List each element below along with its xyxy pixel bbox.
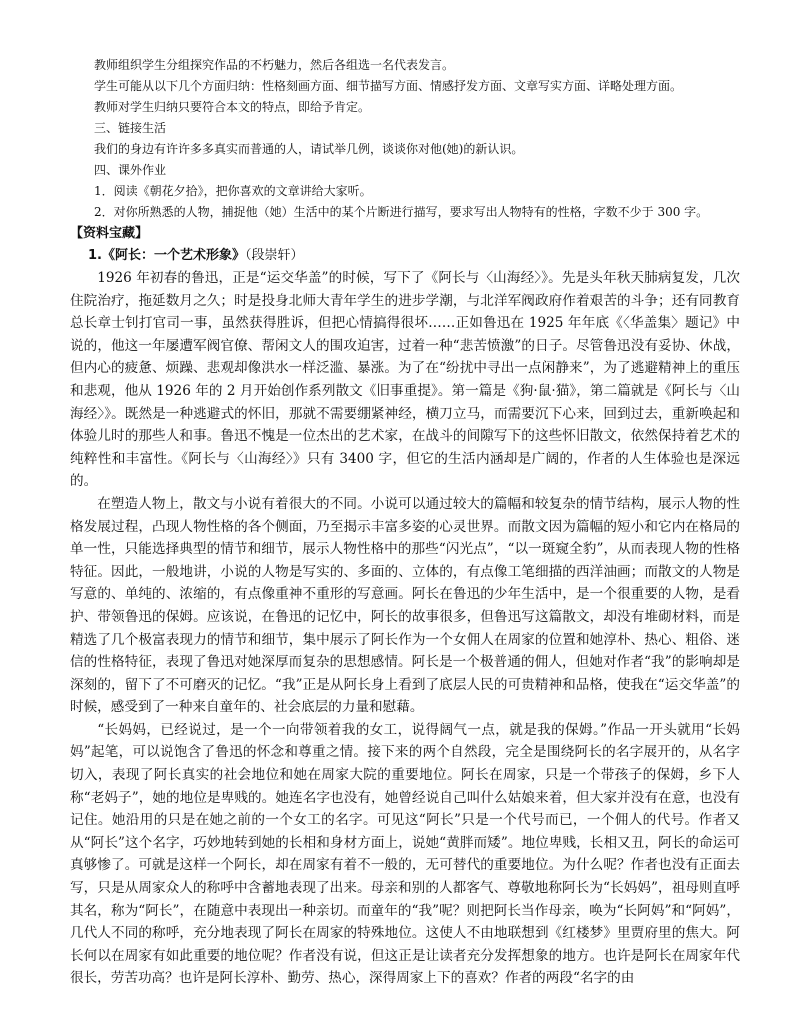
intro-paragraph: 教师组织学生分组探究作品的不朽魅力，然后各组选一名代表发言。: [94, 58, 455, 72]
body-paragraph: 1926 年初春的鲁迅，正是“运交华盖”的时候，写下了《阿长与〈山海经〉》。先是头年秋天肺病复发，几次住院治疗，拖延数月之久；时是投身北师大青年学生的进步学潮，与北洋军阀政府作着艰苦的斗争；还有同教育总长章士钊打官司一事，虽然获得胜诉，但把心情搞得很坏……正如鲁迅在 1925 年年底《〈华盖集〉题记》中说的，他这一年屡遭军阀官僚、帮闲文人的围攻迫害，过着一种“悲苦愤激”的日子。尽管鲁迅没有妥协、休战，但内心的疲惫、烦躁、悲观却像洪水一样泛滥、暴涨。为了在“纷扰中寻出一点闲静来”，为了逃避精神上的重压和悲观，他从 1926 年的 2 月开始创作系列散文《旧事重提》。第一篇是《狗·鼠·猫》，第二篇就是《阿长与〈山海经〉》。既然是一种逃避式的怀旧，那就不需要绷紧神经，横刀立马，而需要沉下心来，回到过去，重新唤起和体验儿时的那些人和事。鲁迅不愧是一位杰出的艺术家，在战斗的间隙写下的这些怀旧散文，依然保持着艺术的纯粹性和丰富性。《阿长与〈山海经〉》只有 3400 字，但它的生活内涵却是广阔的，作者的人生体验也是深远的。: [70, 270, 740, 490]
intro-section: [70, 55, 740, 223]
homework-item: 2．对你所熟悉的人物，捕捉他（她）生活中的某个片断进行描写，要求写出人物特有的性格，字数不少于 300 字。: [94, 205, 709, 219]
article-title: [70, 245, 740, 267]
body-paragraph: “长妈妈，已经说过，是一个一向带领着我的女工，说得阔气一点，就是我的保姆。”作品一开头就用“长妈妈”起笔，可以说饱含了鲁迅的怀念和尊重之情。接下来的两个自然段，完全是围绕阿长的名字展开的，从名字切入，表现了阿长真实的社会地位和她在周家大院的重要地位。阿长在周家，只是一个带孩子的保姆，乡下人称“老妈子”，她的地位是卑贱的。她连名字也没有，她曾经说自己叫什么姑娘来着，但大家并没有在意，也没有记住。她沿用的只是在她之前的一个女工的名字。可见这“阿长”只是一个代号而已，一个佣人的代号。作者又从“阿长”这个名字，巧妙地转到她的长相和身材方面上，说她“黄胖而矮”。地位卑贱，长相又丑，阿长的命运可真够惨了。可就是这样一个阿长，却在周家有着不一般的，无可替代的重要地位。为什么呢？作者也没有正面去写，只是从周家众人的称呼中含蓄地表现了出来。母亲和别的人都客气、尊敬地称阿长为“长妈妈”，祖母则直呼其名，称为“阿长”，在随意中表现出一种亲切。而童年的“我”呢？则把阿长当作母亲，唤为“长阿妈”和“阿妈”，几代人不同的称呼，充分地表现了阿长在周家的特殊地位。这使人不由地联想到《红楼梦》里贾府里的焦大。阿长何以在周家有如此重要的地位呢？作者没有说，但这正是让读者充分发挥想象的地方。也许是阿长在周家年代很长，劳苦功高？也许是阿长淳朴、勤劳、热心，深得周家上下的喜欢？作者的两段“名字的由: [70, 721, 740, 987]
intro-paragraph: 教师对学生归纳只要符合本文的特点，即给予肯定。: [94, 100, 371, 114]
article-author: （段崇轩）: [244, 248, 304, 263]
body-paragraph: 在塑造人物上，散文与小说有着很大的不同。小说可以通过较大的篇幅和较复杂的情节结构，展示人物的性格发展过程，凸现人物性格的各个侧面，乃至揭示丰富多姿的心灵世界。而散文因为篇幅的短小和它内在格局的单一性，只能选择典型的情节和细节，展示人物性格中的那些“闪光点”，“以一斑窥全豹”，从而表现人物的性格特征。因此，一般地讲，小说的人物是写实的、多面的、立体的，有点像工笔细描的西洋油画；而散文的人物是写意的、单纯的、浓缩的，有点像重神不重形的写意画。阿长在鲁迅的少年生活中，是一个很重要的人物，是看护、带领鲁迅的保姆。应该说，在鲁迅的记忆中，阿长的故事很多，但鲁迅写这篇散文，却没有堆砌材料，而是精选了几个极富表现力的情节和细节，集中展示了阿长作为一个女佣人在周家的位置和她淳朴、热心、粗俗、迷信的性格特征，表现了鲁迅对她深厚而复杂的思想感情。阿长是一个极普通的佣人，但她对作者“我”的影响却是深刻的，留下了不可磨灭的记忆。“我”正是从阿长身上看到了底层人民的可贵精神和品格，使我在“运交华盖”的时候，感受到了一种来自童年的、社会底层的力量和慰藉。: [70, 495, 740, 716]
article-title-text: 1.《阿长：一个艺术形象》: [88, 248, 245, 263]
article-body: [70, 267, 740, 990]
document-page: [70, 55, 740, 990]
section-heading-homework: 四、课外作业: [94, 163, 167, 177]
resource-heading: 【资料宝藏】: [70, 226, 149, 241]
intro-paragraph: 学生可能从以下几个方面归纳：性格刻画方面、细节描写方面、情感抒发方面、文章写实方面、详略处理方面。: [94, 79, 683, 93]
homework-item: 1．阅读《朝花夕拾》，把你喜欢的文章讲给大家听。: [94, 184, 372, 198]
section-heading-link-life: 三、链接生活: [94, 121, 167, 135]
intro-paragraph: 我们的身边有许许多多真实而普通的人，请试举几例，谈谈你对他(她)的新认识。: [94, 142, 524, 156]
